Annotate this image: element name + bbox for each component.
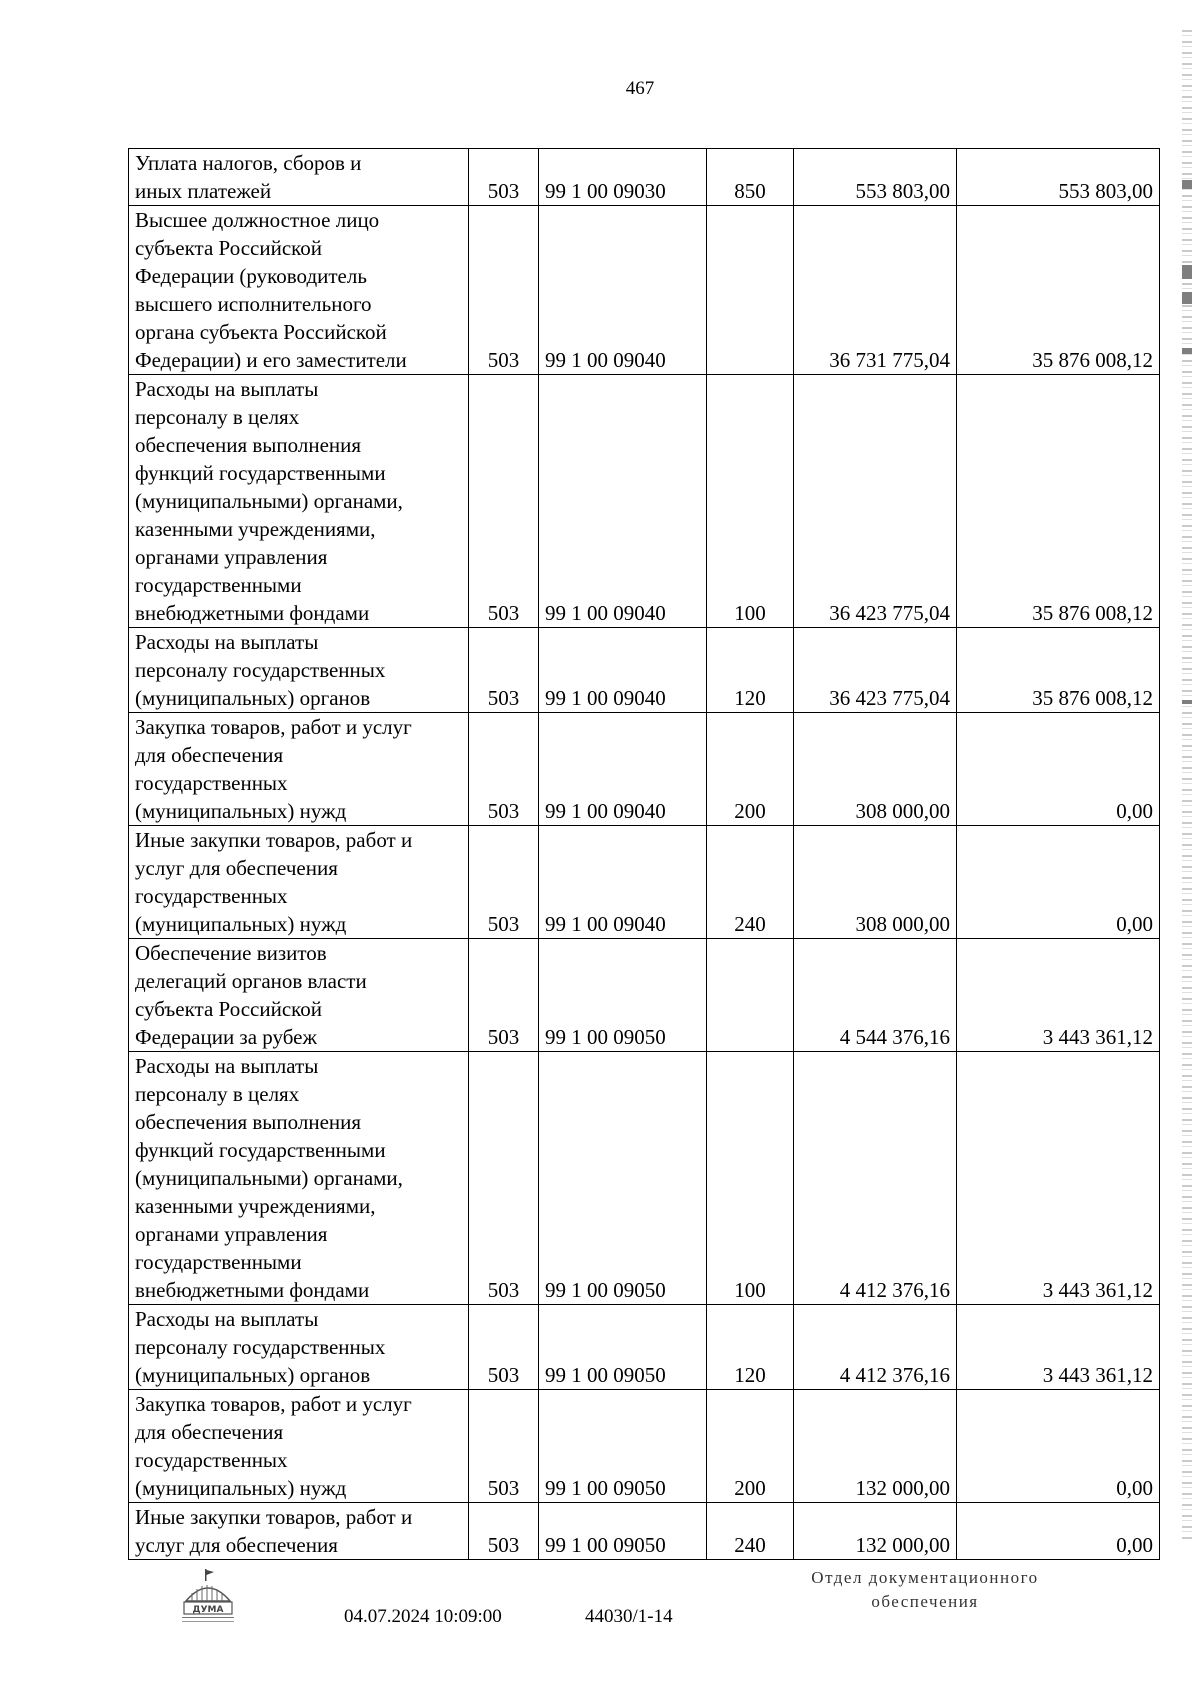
footer-document-number: 44030/1-14 <box>585 1606 673 1627</box>
article-code-cell: 99 1 00 09040 <box>539 713 707 826</box>
row-name-line: функций государственными <box>135 461 386 485</box>
row-name-cell <box>129 206 469 375</box>
budget-table <box>128 148 1160 1560</box>
row-name-cell <box>129 713 469 826</box>
row-name-line: обеспечения выполнения <box>135 1110 362 1134</box>
duma-seal-icon <box>178 1567 238 1629</box>
section-code-cell: 503 <box>469 713 539 826</box>
stamp-line: обеспечения <box>871 1592 979 1611</box>
row-name-line: персоналу государственных <box>135 1335 386 1359</box>
row-name-line: государственными <box>135 573 302 597</box>
row-name-cell <box>129 826 469 939</box>
table-row <box>129 1390 1160 1503</box>
row-name-line: Обеспечение визитов <box>135 941 327 965</box>
row-name-line: внебюджетными фондами <box>135 601 370 625</box>
row-name-line: органа субъекта Российской <box>135 320 387 344</box>
expense-kind-cell: 120 <box>707 1305 794 1390</box>
row-name-line: (муниципальных) нужд <box>135 912 347 936</box>
row-name-line: (муниципальными) органами, <box>135 489 403 513</box>
article-code-cell: 99 1 00 09050 <box>539 1305 707 1390</box>
row-name-cell <box>129 149 469 206</box>
row-name-line: функций государственными <box>135 1138 386 1162</box>
row-name-line: казенными учреждениями, <box>135 1194 376 1218</box>
table-row <box>129 713 1160 826</box>
page-number: 467 <box>625 78 655 99</box>
expense-kind-cell: 120 <box>707 628 794 713</box>
row-name-cell <box>129 1503 469 1560</box>
row-name-line: Расходы на выплаты <box>135 1054 319 1078</box>
expense-kind-cell: 240 <box>707 826 794 939</box>
section-code-cell: 503 <box>469 1052 539 1305</box>
table-row <box>129 939 1160 1052</box>
table-row <box>129 628 1160 713</box>
amount-cell: 308 000,00 <box>794 713 957 826</box>
amount-cell: 0,00 <box>957 713 1160 826</box>
article-code-cell: 99 1 00 09050 <box>539 1052 707 1305</box>
amount-cell: 4 412 376,16 <box>794 1305 957 1390</box>
amount-cell: 35 876 008,12 <box>957 375 1160 628</box>
row-name-line: для обеспечения <box>135 743 284 767</box>
section-code-cell: 503 <box>469 1305 539 1390</box>
table-row <box>129 149 1160 206</box>
amount-cell: 36 423 775,04 <box>794 628 957 713</box>
section-code-cell: 503 <box>469 1503 539 1560</box>
row-name-cell <box>129 939 469 1052</box>
row-name-line: обеспечения выполнения <box>135 433 362 457</box>
amount-cell: 553 803,00 <box>957 149 1160 206</box>
amount-cell: 36 423 775,04 <box>794 375 957 628</box>
expense-kind-cell <box>707 206 794 375</box>
row-name-line: (муниципальных) нужд <box>135 799 347 823</box>
row-name-cell <box>129 1390 469 1503</box>
row-name-line: государственных <box>135 884 288 908</box>
row-name-line: Федерации (руководитель <box>135 264 367 288</box>
article-code-cell: 99 1 00 09040 <box>539 375 707 628</box>
amount-cell: 4 412 376,16 <box>794 1052 957 1305</box>
row-name-cell <box>129 375 469 628</box>
row-name-line: Расходы на выплаты <box>135 630 319 654</box>
table-row <box>129 1503 1160 1560</box>
article-code-cell: 99 1 00 09050 <box>539 1503 707 1560</box>
row-name-line: персоналу в целях <box>135 1082 300 1106</box>
section-code-cell: 503 <box>469 1390 539 1503</box>
row-name-line: внебюджетными фондами <box>135 1278 370 1302</box>
row-name-line: органами управления <box>135 1222 328 1246</box>
row-name-line: субъекта Российской <box>135 236 323 260</box>
row-name-line: государственных <box>135 1448 288 1472</box>
row-name-line: высшего исполнительного <box>135 292 372 316</box>
row-name-line: Расходы на выплаты <box>135 377 319 401</box>
row-name-line: (муниципальных) нужд <box>135 1476 347 1500</box>
expense-kind-cell: 200 <box>707 1390 794 1503</box>
article-code-cell: 99 1 00 09040 <box>539 628 707 713</box>
row-name-line: Высшее должностное лицо <box>135 208 380 232</box>
expense-kind-cell: 100 <box>707 1052 794 1305</box>
section-code-cell: 503 <box>469 826 539 939</box>
amount-cell: 0,00 <box>957 1390 1160 1503</box>
article-code-cell: 99 1 00 09050 <box>539 939 707 1052</box>
expense-kind-cell: 200 <box>707 713 794 826</box>
amount-cell: 553 803,00 <box>794 149 957 206</box>
row-name-line: для обеспечения <box>135 1420 284 1444</box>
row-name-line: персоналу государственных <box>135 658 386 682</box>
article-code-cell: 99 1 00 09040 <box>539 206 707 375</box>
amount-cell: 3 443 361,12 <box>957 1052 1160 1305</box>
amount-cell: 35 876 008,12 <box>957 628 1160 713</box>
row-name-line: Федерации за рубеж <box>135 1025 317 1049</box>
row-name-cell <box>129 1305 469 1390</box>
section-code-cell: 503 <box>469 375 539 628</box>
amount-cell: 132 000,00 <box>794 1503 957 1560</box>
amount-cell: 132 000,00 <box>794 1390 957 1503</box>
row-name-line: услуг для обеспечения <box>135 1533 338 1557</box>
row-name-line: Закупка товаров, работ и услуг <box>135 715 412 739</box>
scan-edge-marks <box>1182 30 1192 1540</box>
expense-kind-cell <box>707 939 794 1052</box>
row-name-line: Федерации) и его заместители <box>135 348 407 372</box>
amount-cell: 0,00 <box>957 1503 1160 1560</box>
footer-datetime: 04.07.2024 10:09:00 <box>344 1606 502 1627</box>
row-name-line: Уплата налогов, сборов и <box>135 151 362 175</box>
row-name-cell <box>129 1052 469 1305</box>
expense-kind-cell: 100 <box>707 375 794 628</box>
article-code-cell: 99 1 00 09050 <box>539 1390 707 1503</box>
row-name-line: государственными <box>135 1250 302 1274</box>
section-code-cell: 503 <box>469 939 539 1052</box>
row-name-line: (муниципальных) органов <box>135 686 371 710</box>
department-stamp <box>765 1566 1085 1614</box>
expense-kind-cell: 240 <box>707 1503 794 1560</box>
table-row <box>129 1052 1160 1305</box>
amount-cell: 3 443 361,12 <box>957 939 1160 1052</box>
row-name-line: персоналу в целях <box>135 405 300 429</box>
row-name-line: услуг для обеспечения <box>135 856 338 880</box>
table-row <box>129 826 1160 939</box>
table-row <box>129 375 1160 628</box>
amount-cell: 4 544 376,16 <box>794 939 957 1052</box>
row-name-line: казенными учреждениями, <box>135 517 376 541</box>
row-name-line: органами управления <box>135 545 328 569</box>
row-name-line: делегаций органов власти <box>135 969 367 993</box>
row-name-line: (муниципальных) органов <box>135 1363 371 1387</box>
article-code-cell: 99 1 00 09030 <box>539 149 707 206</box>
row-name-cell <box>129 628 469 713</box>
row-name-line: иных платежей <box>135 179 272 203</box>
table-row <box>129 206 1160 375</box>
article-code-cell: 99 1 00 09040 <box>539 826 707 939</box>
row-name-line: субъекта Российской <box>135 997 323 1021</box>
row-name-line: Закупка товаров, работ и услуг <box>135 1392 412 1416</box>
row-name-line: государственных <box>135 771 288 795</box>
row-name-line: (муниципальными) органами, <box>135 1166 403 1190</box>
amount-cell: 36 731 775,04 <box>794 206 957 375</box>
amount-cell: 3 443 361,12 <box>957 1305 1160 1390</box>
row-name-line: Иные закупки товаров, работ и <box>135 828 413 852</box>
amount-cell: 0,00 <box>957 826 1160 939</box>
budget-table-body <box>129 149 1160 1560</box>
section-code-cell: 503 <box>469 149 539 206</box>
amount-cell: 35 876 008,12 <box>957 206 1160 375</box>
svg-text:ДУМА: ДУМА <box>192 1605 224 1615</box>
amount-cell: 308 000,00 <box>794 826 957 939</box>
expense-kind-cell: 850 <box>707 149 794 206</box>
row-name-line: Расходы на выплаты <box>135 1307 319 1331</box>
stamp-line: Отдел документационного <box>811 1568 1039 1587</box>
section-code-cell: 503 <box>469 206 539 375</box>
section-code-cell: 503 <box>469 628 539 713</box>
table-row <box>129 1305 1160 1390</box>
row-name-line: Иные закупки товаров, работ и <box>135 1505 413 1529</box>
